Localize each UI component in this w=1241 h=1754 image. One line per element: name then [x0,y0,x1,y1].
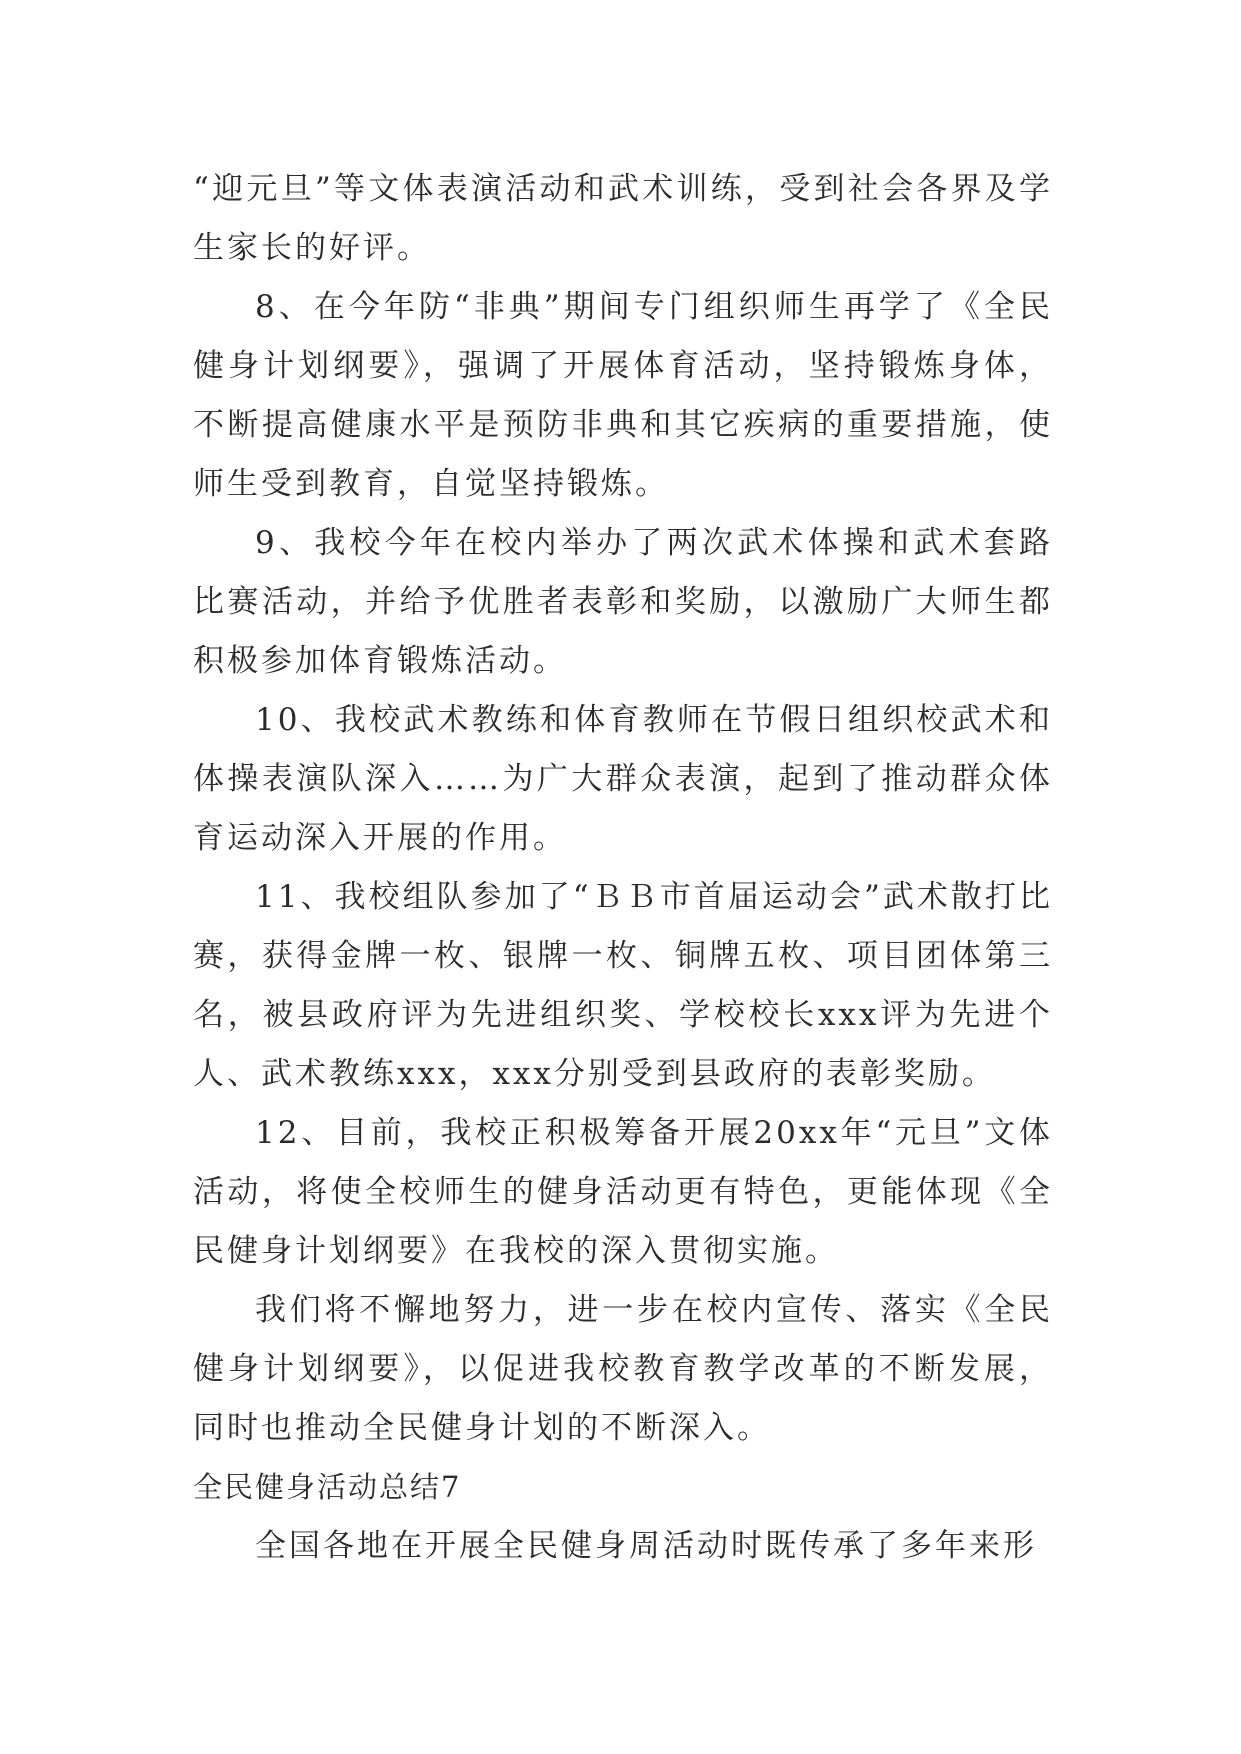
document-body [193,160,1053,1576]
paragraph-item-8: 8、在今年防“非典”期间专门组织师生再学了《全民健身计划纲要》，强调了开展体育活动，坚持锻炼身体，不断提高健康水平是预防非典和其它疾病的重要措施，使师生受到教育，自觉坚持锻炼。 [193,289,1053,502]
paragraph-continuation: “迎元旦”等文体表演活动和武术训练，受到社会各界及学生家长的好评。 [193,171,1053,266]
paragraph-item-11: 11、我校组队参加了“ＢＢ市首届运动会”武术散打比赛，获得金牌一枚、银牌一枚、铜牌五枚、项目团体第三名，被县政府评为先进组织奖、学校校长xxx评为先进个人、武术教练xxx，xxx分别受到县政府的表彰奖励。 [193,879,1053,1092]
paragraph-section-start: 全国各地在开展全民健身周活动时既传承了多年来形 [255,1528,1037,1564]
paragraph-conclusion: 我们将不懈地努力，进一步在校内宣传、落实《全民健身计划纲要》，以促进我校教育教学改革的不断发展，同时也推动全民健身计划的不断深入。 [193,1292,1053,1446]
section-heading: 全民健身活动总结7 [193,1470,462,1504]
paragraph-item-9: 9、我校今年在校内举办了两次武术体操和武术套路比赛活动，并给予优胜者表彰和奖励，以激励广大师生都积极参加体育锻炼活动。 [193,525,1053,679]
paragraph-item-12: 12、目前，我校正积极筹备开展20xx年“元旦”文体活动，将使全校师生的健身活动更有特色，更能体现《全民健身计划纲要》在我校的深入贯彻实施。 [193,1115,1053,1269]
paragraph-item-10: 10、我校武术教练和体育教师在节假日组织校武术和体操表演队深入……为广大群众表演，起到了推动群众体育运动深入开展的作用。 [193,702,1053,856]
